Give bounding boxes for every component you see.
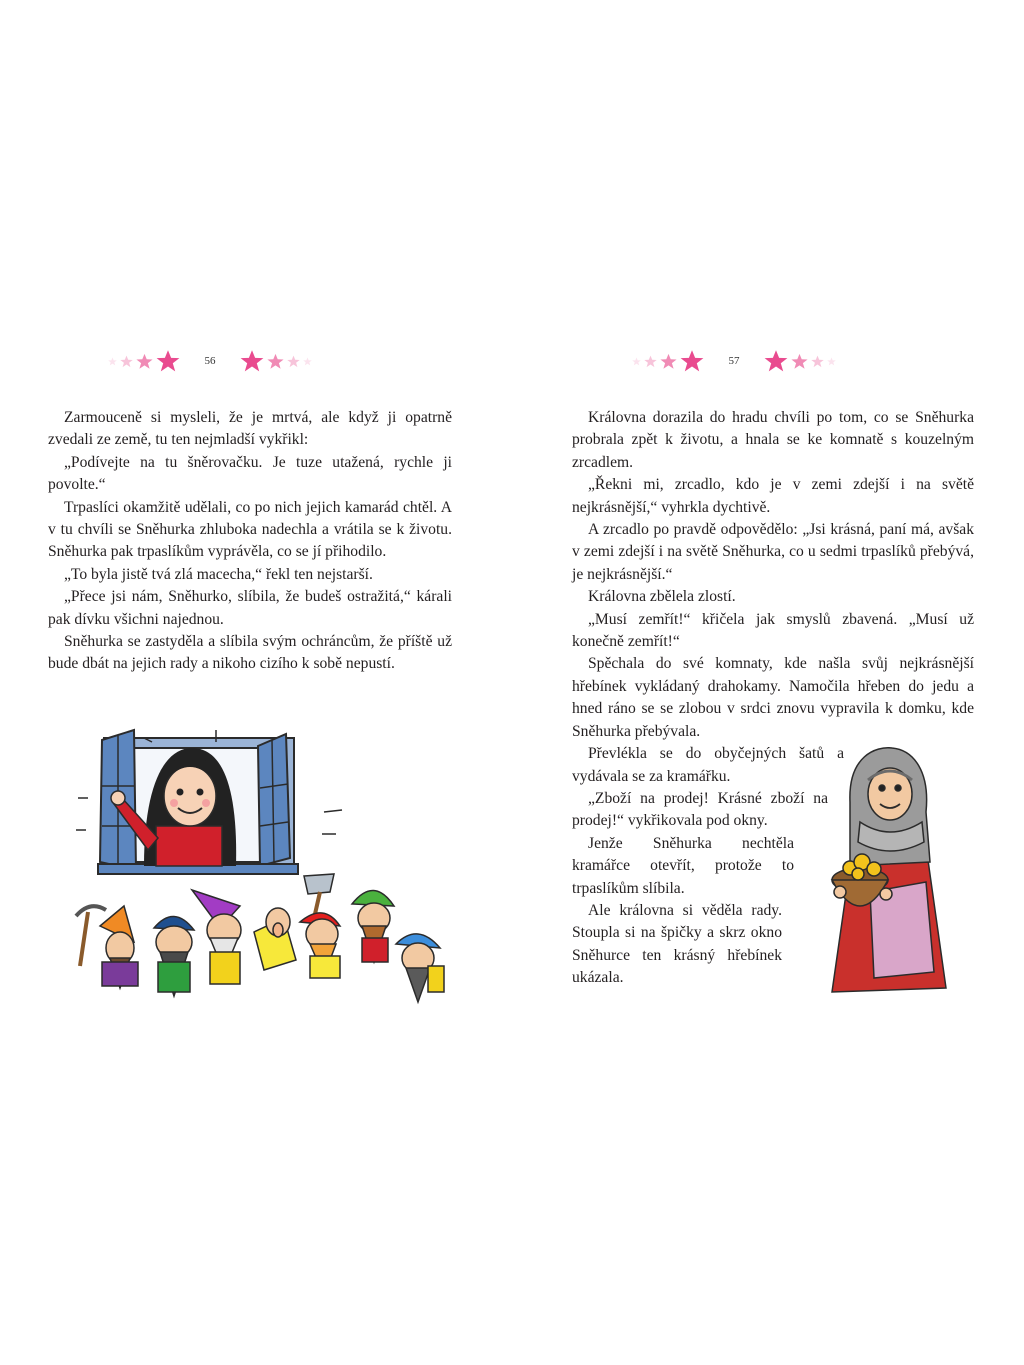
paragraph: „Musí zemřít!“ křičela jak smyslů zbavená. „Musí už konečně zemřít!“ — [572, 610, 974, 651]
star-icon — [136, 353, 153, 370]
star-icon — [108, 357, 117, 366]
queen-peddler-illustration — [830, 742, 950, 997]
right-page — [512, 0, 1024, 1365]
star-icon — [120, 355, 133, 368]
paragraph: „Zboží na prodej! Krásné zboží na prodej!“ vykřikovala pod okny. — [572, 789, 828, 830]
paragraph: „Řekni mi, zrcadlo, kdo je v zemi zdejší i na světě nejkrásnější,“ vyhrkla dychtivě. — [572, 476, 974, 516]
star-icon — [791, 353, 808, 370]
paragraph: Královna zbělela zlostí. — [588, 588, 736, 606]
paragraph: Převlékla se do obyčejných šatů a vydávala se za kramářku. — [572, 745, 844, 785]
star-icon — [267, 353, 284, 370]
star-icon — [240, 349, 264, 373]
star-icon — [156, 349, 180, 373]
paragraph: „Podívejte na tu šněrovačku. Je tuze utažená, rychle ji povolte.“ — [48, 453, 452, 494]
star-decoration-left — [108, 349, 180, 373]
paragraph: Spěchala do své komnaty, kde našla svůj nejkrásnější hřebínek vykládaný drahokamy. Namočila hřeben do jedu a hned ráno se se zlobou v srdci znovu vypravila k domku, kde Sněhurka přebývala. — [572, 655, 974, 740]
star-decoration-right — [764, 349, 836, 373]
star-icon — [764, 349, 788, 373]
snow-white-window-illustration — [74, 726, 454, 1006]
star-icon — [632, 357, 641, 366]
star-icon — [811, 355, 824, 368]
paragraph: Jenže Sněhurka nechtěla kramářce otevřít, protože to trpaslíkům slíbila. — [572, 834, 794, 897]
star-icon — [660, 353, 677, 370]
page-header — [108, 346, 398, 376]
page-number: 57 — [728, 355, 740, 367]
paragraph: Trpaslíci okamžitě udělali, co po nich jejich kamarád chtěl. A v tu chvíli se Sněhurka zhluboka nadechla a vrátila se k životu. Sněhurka pak trpaslíkům vyprávěla, co se jí přihodilo. — [48, 498, 452, 561]
star-icon — [680, 349, 704, 373]
paragraph: Zarmouceně si mysleli, že je mrtvá, ale když ji opatrně zvedali ze země, tu ten nejmladší vykřikl: — [48, 409, 452, 449]
paragraph: Ale královna si věděla rady. Stoupla si na špičky a skrz okno Sněhurce ten krásný hřebínek ukázala. — [572, 901, 782, 987]
star-decoration-right — [240, 349, 312, 373]
star-icon — [827, 357, 836, 366]
paragraph: Královna dorazila do hradu chvíli po tom, co se Sněhurka probrala zpět k životu, a hnala se ke komnatě s kouzelným zrcadlem. — [572, 409, 974, 471]
body-text — [48, 407, 452, 676]
star-icon — [644, 355, 657, 368]
paragraph: Sněhurka se zastyděla a slíbila svým ochráncům, že příště už bude dbát na jejich rady a nikoho cizího k sobě nepustí. — [48, 633, 452, 673]
star-icon — [287, 355, 300, 368]
star-decoration-left — [632, 349, 704, 373]
page-number: 56 — [204, 355, 216, 367]
paragraph: A zrcadlo po pravdě odpovědělo: „Jsi krásná, paní má, avšak v zemi zdejší i na světě Sněhurka, co u sedmi trpaslíků přebývá, je nejkrásnější.“ — [572, 521, 974, 583]
paragraph: „To byla jistě tvá zlá macecha,“ řekl ten nejstarší. — [64, 565, 373, 583]
star-icon — [303, 357, 312, 366]
paragraph: „Přece jsi nám, Sněhurko, slíbila, že budeš ostražitá,“ kárali pak dívku všichni najednou. — [48, 588, 452, 628]
page-header — [632, 346, 922, 376]
